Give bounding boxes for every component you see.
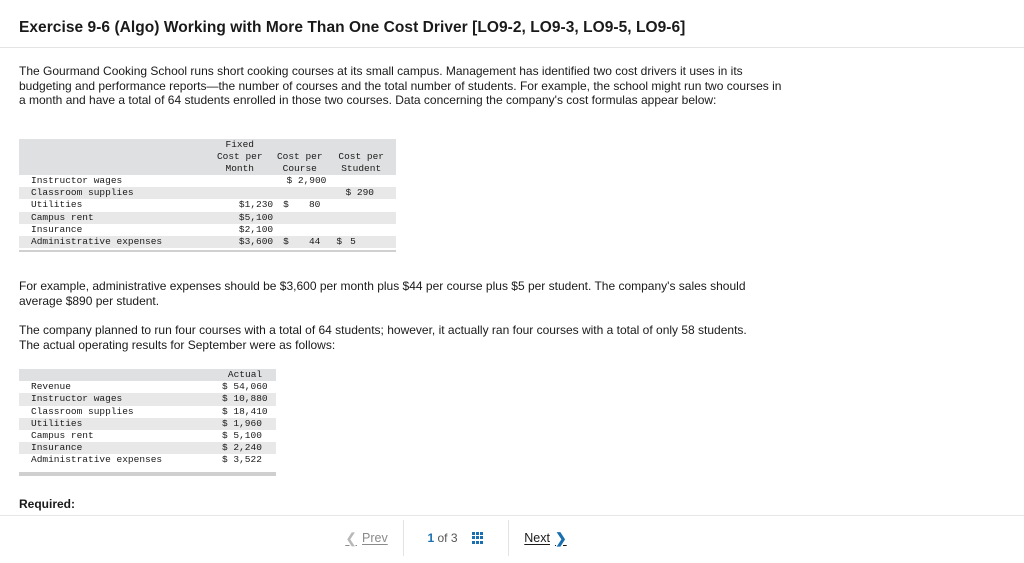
planned-paragraph: The company planned to run four courses with a total of 64 students; however, it actually ran four courses with a total of only 58 students. The actual operating results for September were as follows: [19, 323, 747, 352]
actual-value: $ 18,410 [222, 405, 268, 417]
example-paragraph: For example, administrative expenses should be $3,600 per month plus $44 per course plus $5 per student. The company's sales should average $890 per student. [19, 279, 746, 308]
table-row [19, 442, 276, 454]
header-blank [19, 139, 206, 175]
row-label: Classroom supplies [31, 405, 134, 417]
actual-value: $ 5,100 [222, 430, 262, 441]
course-value: 44 [289, 236, 327, 248]
required-heading: Required: [19, 497, 76, 511]
course-dollar-sign: $ [283, 199, 289, 211]
grid-menu-icon[interactable] [472, 532, 485, 545]
header-fixed-line2: Cost per [216, 151, 263, 162]
header-fixed-cost [206, 139, 273, 175]
row-label: Administrative expenses [19, 236, 206, 248]
fixed-value [206, 175, 273, 187]
title-divider [0, 47, 1024, 48]
header-cost-per-student [326, 139, 396, 175]
row-label: Revenue [31, 381, 71, 393]
row-label: Utilities [31, 199, 83, 211]
cost-table-header [19, 139, 396, 175]
pagination-bar [325, 520, 587, 556]
table-row [19, 418, 276, 430]
fixed-value: $5,100 [206, 212, 273, 224]
total-pages: 3 [450, 531, 458, 545]
chevron-right-icon: ❯ [554, 529, 567, 546]
row-label: Instructor wages [31, 175, 123, 186]
course-value: 80 [308, 199, 321, 211]
header-actual: Actual [214, 369, 276, 381]
header-fixed-line1: Fixed [225, 139, 255, 150]
of-label: of [437, 531, 448, 545]
table-row [19, 381, 276, 393]
student-dollar-sign [326, 199, 342, 211]
student-value [342, 199, 396, 211]
course-value [273, 212, 326, 224]
chevron-left-icon: ❮ [345, 529, 358, 546]
table-row [19, 187, 396, 199]
actual-table-bottom-border [19, 472, 276, 476]
fixed-value: $3,600 [206, 236, 273, 248]
header-course-line1: Cost per [276, 151, 323, 162]
course-dollar-sign: $ [273, 236, 289, 248]
table-row [19, 212, 396, 224]
fixed-value: $2,100 [238, 223, 274, 235]
prev-label: Prev [362, 531, 388, 545]
footer-divider [0, 515, 1024, 516]
row-label: Campus rent [19, 212, 206, 224]
student-dollar-sign: $ [326, 236, 342, 248]
prev-button[interactable] [325, 520, 404, 556]
table-row [19, 406, 276, 418]
table-row [19, 175, 396, 187]
fixed-value [206, 187, 273, 199]
page-indicator [404, 531, 508, 545]
row-label: Campus rent [31, 430, 94, 441]
course-value [273, 187, 326, 199]
student-value [326, 212, 396, 224]
actual-table-header [19, 369, 276, 381]
student-value [326, 224, 396, 236]
row-label: Classroom supplies [19, 187, 206, 199]
header-course-line2: Course [282, 163, 317, 174]
student-value [326, 175, 396, 187]
course-value [273, 224, 326, 236]
table-row [19, 199, 396, 211]
current-page: 1 [427, 531, 435, 545]
intro-paragraph: The Gourmand Cooking School runs short cooking courses at its small campus. Management has identified two cost drivers it uses in its budgeting and performance reports—the number of courses and the total number of students. For example, the school might run two courses in a month and have a total of 64 students enrolled in those two courses. Data concerning the company's cost formulas appear below: [19, 64, 782, 108]
table-row [19, 430, 276, 442]
header-fixed-line3: Month [225, 163, 255, 174]
actual-value: $ 54,060 [222, 381, 268, 393]
header-student-line1: Cost per [338, 151, 384, 162]
cost-formula-table [19, 139, 396, 248]
header-cost-per-course [273, 139, 326, 175]
actual-results-table [19, 369, 276, 467]
actual-value: $ 10,880 [214, 393, 276, 405]
actual-value: $ 3,522 [222, 454, 262, 466]
page-title: Exercise 9-6 (Algo) Working with More Than One Cost Driver [LO9-2, LO9-3, LO9-5, LO9-6] [19, 19, 686, 36]
header-student-line2: Student [341, 163, 382, 174]
row-label: Insurance [19, 442, 214, 454]
row-label: Administrative expenses [31, 454, 163, 466]
header-blank [19, 369, 214, 381]
table-row [19, 224, 396, 236]
table-row [19, 393, 276, 405]
course-value: $ 2,900 [286, 175, 327, 186]
row-label: Instructor wages [19, 393, 214, 405]
next-button[interactable] [508, 520, 587, 556]
fixed-value: $1,230 [238, 199, 274, 211]
table-row [19, 236, 396, 248]
actual-value: $ 1,960 [214, 418, 276, 430]
cost-table-bottom-border [19, 250, 396, 252]
student-value: 5 [342, 236, 396, 248]
student-value: $ 290 [326, 187, 396, 199]
next-label: Next [524, 531, 550, 545]
row-label: Insurance [31, 223, 83, 235]
actual-value: $ 2,240 [214, 442, 276, 454]
table-row [19, 454, 276, 466]
row-label: Utilities [19, 418, 214, 430]
